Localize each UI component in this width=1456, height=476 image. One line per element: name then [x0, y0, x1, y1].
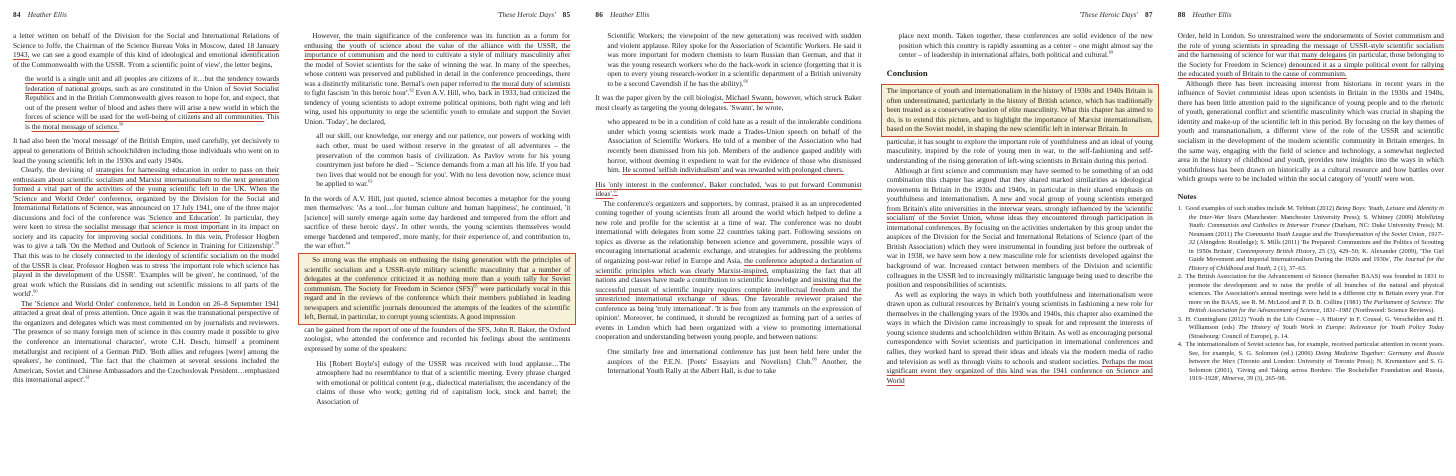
block-quote [25, 74, 279, 131]
endnote-item [1178, 316, 1444, 342]
page-number: 86 [595, 10, 604, 19]
text-run: place next month. Taken together, these conferences are solid evidence of the new position which this country is rapidly assuming as a center – one might almost say the center – of leadership in international affairs, both political and cultural. [898, 31, 1153, 60]
text-run: . [272, 241, 275, 251]
page-body [13, 31, 279, 385]
text-run: Professor Hogben was to stress 'the important role which science has played in the development of the USSR'. 'Examples will be given', he continued, 'of the great work which the Russians did in sending out scientific missions to all parts of the world'. [13, 260, 280, 299]
paragraph [1178, 31, 1444, 79]
paragraph [13, 299, 279, 385]
text-run: organized by the Division for the Social and International Relations of Science, was announced on [13, 193, 280, 213]
footnote-reference: 64 [345, 241, 350, 247]
footnote-reference: 65 [473, 283, 478, 289]
paragraph [1178, 79, 1444, 184]
text-run: one of the three major discussions and foci of the conference was [13, 203, 280, 222]
text-run: and all peoples are citizens of it…but the [99, 74, 228, 84]
red-underline-annotation: to the ideology of scientific socialism on the model of the USSR is clear. [13, 251, 280, 270]
red-underline-annotation: the world is a single unit [25, 74, 100, 84]
text-run: It was the paper given by the cell biologist, [595, 93, 724, 103]
red-underline-annotation: the moral duty of scientists [491, 78, 571, 88]
highlight-box-annotation [881, 84, 1159, 137]
block-quote [316, 359, 570, 407]
text-run: Contemporary British History, [1236, 247, 1317, 255]
paragraph [304, 31, 570, 126]
page-number: 88 [1177, 10, 1186, 19]
paragraph [887, 137, 1153, 166]
red-underline-annotation: His 'only interest in the conference', Baker concluded, 'was to put forward Communist ideas'. [595, 179, 862, 199]
red-underline-annotation: strategies for harnessing education in order to pass on their enthusiasm about scientific socialism and Marxist internationalism to the next generation formed a vital part of the activities of the young scientific left in the UK. When the 'Science and World Order' conference, [13, 165, 280, 203]
text-run: As well as exploring the ways in which both youthfulness and internationalism were drawn upon as cultural resources by Britain's young scientists in fashioning a new role for themselves in the challenging years of the 1930s and 1940s, this chapter also examined the ways in which the Division came increasingly to speak for and represent the interests of young science students and schoolchildren within Britain. As well as encouraging personal correspondence with Soviet scientists and participation in international conferences and rallies, they worked hard to spread their ideas and ideals via the modern media of radio and television as well as through visits to schools and student societies. [886, 289, 1153, 366]
text-run: One favorable reviewer praised the conference as being 'truly international'. 'It is free from any trammels on the expression of opinion'. Moreover, he continued, it should be recognized as forming part of a series of events in London which had been organized with a view to promoting international cooperation and understanding between young people, and between nations: [595, 294, 862, 342]
running-title: Heather Ellis [27, 10, 67, 19]
running-title: 'These Heroic Days' [1079, 10, 1139, 19]
red-underline-annotation: The 'Science and World Order' conference, held in London on 26–8 September 1941 [21, 298, 280, 308]
text-run: Order, held in London. [1177, 31, 1248, 40]
section-heading: Notes [1177, 191, 1197, 201]
text-run: (Strasbourg: Council of Europe), p. 14. [1188, 332, 1289, 340]
page-85 [291, 0, 582, 476]
text-run: emphasizing the fact that all nations and classes have made a contribution to scientific knowledge and [595, 265, 862, 285]
text-run: to fight fascism 'in this heroic hour'. [304, 88, 410, 98]
block-quote [607, 347, 861, 376]
text-run: 39 (3), 265–98. [1245, 375, 1287, 383]
paragraph [887, 166, 1153, 290]
text-run: The History of Youth Work in Europe: Relevance for Youth Policy Today [1238, 324, 1444, 332]
text-run: The Society for Freedom in Science (SFS) [342, 283, 474, 293]
text-run: The British Association for the Advancement of Science (hereafter BAAS) was founded in 1831 to promote the development and to raise the profile of all branches of the natural and physical sciences. The Association's annual meetings were held in a different city in Britain every year. For more on the BAAS, see R. M. McLeod and P. D. B. Collins (1981) [1185, 273, 1444, 306]
text-run: The Parliament of Science: The British Association for the Advancement of Science, 1831–1981 [1188, 298, 1444, 315]
footnote-reference: 60 [33, 288, 38, 294]
text-run: This is [25, 112, 280, 131]
section-heading: Conclusion [886, 67, 928, 78]
text-run: (Northwood: Science Reviews). [1351, 307, 1435, 315]
endnote-item [1178, 273, 1444, 316]
red-underline-annotation: 67 [613, 188, 618, 194]
running-title: Heather Ellis [610, 10, 650, 19]
text-run: It had also been the 'moral message' of the British Empire, used carefully, yet decisively to appeal to generations of British schoolchildren including those individuals who went on to lead the young scientific left in the 1930s and early 1940s. [13, 136, 280, 165]
page-header [887, 10, 1153, 20]
page-number: 84 [13, 10, 21, 19]
text-run: The internationalism of Soviet science has, for example, received particular attention in recent years. See, for example, S. G. Solomon (ed.) (2006) [1185, 341, 1444, 357]
text-run: who appeared to be in a condition of cold hate as a result of the intolerable conditions under which young scientists work made a Trades-Union speech on behalf of the Association of Scientific Workers. He told of a member of the Association who had recently been dismissed from his job. Members of the audience gasped audibly with horror, without deeming it expedient to wait for the evidence of those who dismissed him. [607, 117, 862, 175]
running-title: 'These Heroic Days' [496, 10, 556, 19]
text-run: Even A.V. Hill, who, back in 1933, had criticized the tendency of young scientists to adopt extreme political opinions, both right wing and left wing, used his opportunity to urge the scientific youth to emulate and support the Soviet Union. 'Today', he declared, [304, 88, 571, 126]
paragraph [595, 180, 861, 199]
text-run: (in particular, those belonging to the Society for Freedom in Science) [1177, 50, 1444, 69]
text-run: in its impact on society and its capacity for improving social conditions. In this vein, Professor Hogben was to give a talk [13, 222, 280, 251]
text-run: we can see a good example of this kind of ideological and emotional identification of the Commonwealth with the USSR. 'From a scientific point of view', the letter begins, [13, 50, 280, 69]
text-run: (Toronto and London: University of Toronto Press); N. Krementsov and S. G. Solomon (2001), 'Giving and Taking across Borders: The Rockefeller Foundation and Russia, 1919–1928', [1188, 358, 1444, 383]
running-title: Heather Ellis [1192, 10, 1232, 19]
red-underline-annotation: 'Science and Education' [148, 212, 220, 222]
paragraph [13, 165, 279, 299]
block-quote [316, 131, 570, 188]
text-run: of national groups, such as are constituted in the Union of Soviet Socialist Republics and in the British Commonwealth gives reason to hope for, and expect, that out of the present welter of blood and ashes there will [25, 83, 280, 112]
text-run: Although at first science and communism may have seemed to be something of an odd combination this chapter has argued that they shared marked similarities as ideological movements in Britain in the 1930s and 1940s, in particular in their shared emphasis on youthfulness and internationalism. [886, 165, 1153, 204]
paragraph [13, 136, 279, 165]
text-run: Although there has been increasing interest from historians in recent years in the influence of Soviet communist ideas upon scientists in Britain in the 1930s and 1940s, there has been little attention paid to the significance of young people and to the rhetoric of youth, generational conflict and scientific masculinity which was crucial in shaping the identity and make-up of the scientific left in this period. By focusing on the key themes of youth and transnationalism, a different view of the role of the USSR and scientific socialism in the development of the modern scientific community in Britain emerges. In the same way, engaging with the field of science and technology, a somewhat neglected area in the history of childhood and youth, provides new insights into the ways in which youthfulness has been drawn on historically as a cultural resource and how battles over which groups were to be included within the social category of 'youth' were won. [1177, 78, 1444, 184]
text-run: In the words of A.V. Hill, just quoted, science almost becomes a metaphor for the young men themselves: 'As a tool…for human culture and human happiness', he continued, 'it [science] will surely emerge again some day hardened and tempered from the effort and sacrifice of these heroic days'. In other words, the young scientists themselves would emerge 'hardened and tempered', more manly, for their experience of, and contribution to, the war effort. [304, 193, 571, 251]
red-underline-annotation: a number of delegates at the conference criticized it as nothing more than a youth rally for Soviet communism. [304, 264, 571, 293]
red-underline-annotation: So unrestrained were the endorsements of Soviet communism and the role of young scientists in spreading the message of USSR-style scientific socialism [1177, 31, 1444, 50]
text-run: Being Boys: Youth, Leisure and Identity in the Inter-War Years [1188, 205, 1444, 221]
text-run: can be gained from the report of one of the founders of the SFS, John R. Baker, the Oxford zoologist, who attended the conference and recorded his feelings about the sentiments expressed by some of the speakers: [304, 324, 571, 353]
footnote-reference: 59 [274, 241, 280, 247]
red-underline-annotation: arise a new world in which the forces of science will be used for the well-being of citizens and all communities. [25, 102, 280, 122]
text-run: Another, the International Youth Rally at the Albert Hall, is due to take [607, 356, 862, 376]
paragraph [304, 194, 570, 251]
text-run: His [Robert Boyle's] eulogy of the USSR was received with loud applause…The atmosphere had no resemblance to that of a scientific meeting. Every phrase charged with emotional or political content (e.g., dialectical materialism; the ascendancy of the claims of those who work; getting rid of capitalism lock, stock and barrel; the Association of [316, 358, 571, 406]
paragraph [595, 93, 861, 112]
text-run: H. Cunningham (2012) 'Youth in the Life Course – A History' in F. Coussé, G. Verschelden and H. Williamson (eds) [1185, 315, 1444, 332]
highlight-box-annotation [298, 253, 576, 325]
text-run: and the harnessing of science for war that [1177, 50, 1302, 60]
page-header [13, 10, 279, 20]
endnote-number: 4. [1177, 341, 1183, 349]
text-run: however, which struck Baker most clearly as targeting the young delegates. 'Swann', he wrote, [595, 93, 862, 112]
red-underline-annotation: 17 July 1941, [172, 203, 213, 213]
endnote-number: 1. [1177, 205, 1183, 213]
text-run: So strong was the emphasis on enthusing the rising generation with the principles of scientific socialism and a USSR-style military scientific masculinity that [304, 255, 571, 274]
red-underline-annotation: socialist message that science is most important [84, 222, 229, 232]
red-underline-annotation: Perhaps the most significant event they organized of this kind was the 1941 conference on Science and World [886, 356, 1153, 385]
block-quote [899, 31, 1153, 60]
footnote-reference: 66 [743, 78, 748, 84]
text-run: Scientific Workers; the viewpoint of the new generation) was received with sudden and violent applause. Riley spoke for the Association of Scientific Workers. He said it was more important for modern chemists to learn Russian than German, and that it was the young research workers who do the hack-work in science (forgetting that it is open to every young research-worker in a scientific department of a British university to be a second Cavendish if he has the ability). [607, 31, 862, 88]
text-run: attracted a great deal of press attention. Once again it was the transnational perspective of the organizers and delegates which was most commented on by journalists and reviewers. 'The presence of so many foreign men of science in this country made it possible to give the conference an international character', wrote C.H. Desch, himself a prominent metallurgist and recipient of a German PhD. 'Both allies and refugees [were] among the speakers', he continued, 'The fact that the chairmen at several sessions included the American, Soviet and Chinese Ambassadors and the Czechoslovak President…emphasized this international aspect'. [13, 308, 280, 385]
paragraph [595, 199, 861, 342]
endnote-number: 2. [1177, 273, 1183, 281]
text-run: a letter written on behalf of the Division for the Social and International Relations of Science to Joffe, the Chairman of the Science Bureau Voks in Moscow, dated [13, 31, 280, 50]
endnote-item [1178, 205, 1444, 273]
text-run: all our skill, our knowledge, our energy and our patience, our powers of working with each other, must be used without reserve in the greatest of all adventures – the preservation of the common basis of civilization. As Pavlov wrote for his young countrymen just before he died – 'Science demands from a man all his life. If you had two lives that would not be enough for you'. With no less devotion now, science must be applied to war. [316, 131, 571, 189]
page-88 [1165, 0, 1456, 476]
page-header [595, 10, 861, 20]
block-quote [607, 117, 861, 174]
red-underline-annotation: many delegates [1301, 50, 1347, 60]
text-run: (Abingdon: Routledge); S. Mills (2011) 'Be Prepared: Communism and the Politics of Scouting in 1950s Britain', [1188, 239, 1444, 255]
page-header [1178, 10, 1444, 20]
page-header [304, 10, 570, 20]
text-run: The Communist Youth League and the Transformation of the Soviet Union, 1917–32 [1188, 230, 1444, 247]
endnote-item [1178, 341, 1444, 384]
paragraph [887, 290, 1153, 385]
text-run: The Journal for the History of Childhood and Youth, [1188, 256, 1444, 272]
red-underline-annotation: Michael Swann, [723, 93, 774, 103]
red-underline-annotation: the moral message of science. [31, 121, 120, 131]
footnote-reference: 63 [368, 178, 373, 184]
page-86 [582, 0, 873, 476]
text-run: (Durham, NC: Duke University Press); M. Neumann (2011) [1188, 222, 1444, 238]
text-run: Minerva, [1221, 375, 1246, 383]
text-run: However [312, 31, 339, 40]
page-body [1178, 31, 1444, 384]
red-underline-annotation: tendency towards federation [25, 74, 280, 93]
page-number: 87 [1145, 10, 1153, 19]
text-run: . In particular, they were keen to stress the [13, 212, 280, 232]
text-run: The importance of youth and internationalism in the history of 1930s and 1940s Britain is often underestimated, particularly in the history of British science, which has traditionally been treated as a conservative bastion of elite masculinity. What this chapter has aimed to do, is to extend this picture, and to highlight the importance of Marxist internationalism, based on the Soviet model, in shaping the new scientific left in interwar Britain. In [886, 86, 1153, 134]
text-run: and the need to cultivate a style of military masculinity after the model of Soviet scientists for the sake of winning the war. In many of the speeches, whose content was preserved and published in detail in the conference proceedings, there was a distinctly militaristic tone. Bernal's own paper referred to [304, 50, 571, 88]
paragraph [304, 325, 570, 354]
text-run: whose ideas they encountered through participation in international conferences. By focusing on the activities undertaken by this group under the auspices of the Division for the Social and International Relations of Science (part of the British Association) which they were instrumental in founding just before the outbreak of war in 1938, we have seen how a new masculine role for scientists developed against the background of war. Increased contact between members of the Division and scientific colleagues in the USSR led to increasingly militaristic language being used to describe the position and responsibilities of scientists. [886, 213, 1153, 290]
red-underline-annotation: , the main significance of the conference was its function as a forum for enthusing the youth of science about the value of the alliance with the USSR, the importance of communism [304, 31, 571, 60]
red-underline-annotation: insisting that the successful pursuit of scientific inquiry requires complete intellectual freedom and the unrestricted international exchange of ideas. [595, 275, 862, 304]
red-underline-annotation: He scorned 'selfish individualism' and was rewarded with prolonged cheers. [622, 165, 844, 175]
text-run: Clearly, the devising of [21, 165, 96, 175]
text-run: That this was to be closely connected [13, 251, 127, 261]
page-87 [874, 0, 1165, 476]
text-run: (Manchester: Manchester University Press); S. Whitney (2009) [1241, 213, 1417, 221]
page-body [887, 31, 1153, 385]
endnote-number: 3. [1177, 315, 1183, 323]
page-number: 85 [562, 10, 571, 19]
block-quote [607, 31, 861, 88]
red-underline-annotation: 18 January 1943, [13, 40, 280, 60]
text-run: Good examples of such studies include M. Tebbutt (2012) [1185, 205, 1336, 213]
page-body [595, 31, 861, 376]
footnote-reference: 62 [409, 87, 414, 93]
text-run: particular, it has sought to explore the important role of youthfulness and an ideal of young masculinity, inspired by the role of young men in war, to the self-fashioning and self-understanding of the rising generation of left-wing scientists in Britain during this period. [886, 136, 1153, 166]
page-84 [0, 0, 291, 476]
red-underline-annotation: denounced it as a simple political event for rallying the educated youth of Britain to the cause of communism. [1177, 59, 1444, 79]
footnote-reference: 61 [85, 374, 90, 380]
text-run: Mobilizing Youth: Communists and Catholics in Interwar France [1188, 213, 1444, 230]
text-run: The conference's organizers and supporters, by contrast, praised it as an unprecedented coming together of young scientists from all around the world which helped to define a new role and profile for the scientist at a time of war. The conference was no doubt international with delegates from some 22 countries taking part. Following sessions on topics as diverse as the relationship between science and government, possible ways of encouraging international academic exchange, and strategies for addressing the problems of organizing post-war relief in Europe and Asia, [595, 198, 862, 266]
red-underline-annotation: 'On the Method and Outlook of Science in Training for Citizenship' [69, 241, 273, 251]
text-run: 25 (3), 429–50; K. Alexander (2009), 'The Girl Guide Movement and Imperial Internationalism During the 1920s and 1930s', [1188, 247, 1444, 264]
text-run: were particularly vocal in this regard and in the reviews of the conference which their members published in leading newspapers and scientific journals denounced the attempts of the leaders of the scientific left, Bernal, in particular, to corrupt young scientists. A good impression [304, 283, 571, 322]
red-underline-annotation: A new and vocal group of young scientists emerged from Britain's elite universities in the interwar years, strongly influenced by the 'scientific socialism' of the Soviet Union, [886, 194, 1153, 223]
footnote-reference: 69 [1108, 49, 1114, 55]
red-underline-annotation: the conference adopted a declaration of scientific principles which was clearly Marxist-inspired, [595, 256, 862, 275]
text-run: 2 (1), 37–63. [1271, 264, 1307, 272]
text-run: Doing Medicine Together: Germany and Russia between the Wars [1188, 349, 1444, 366]
text-run: One similarly free and international conference has just been held here under the auspices of the P.E.N. [Poets' Essayists and Novelists] Club. [607, 346, 862, 366]
paragraph [13, 31, 279, 69]
footnote-reference: 58 [119, 121, 124, 127]
page-body [304, 31, 570, 406]
footnote-reference: 68 [812, 356, 817, 362]
